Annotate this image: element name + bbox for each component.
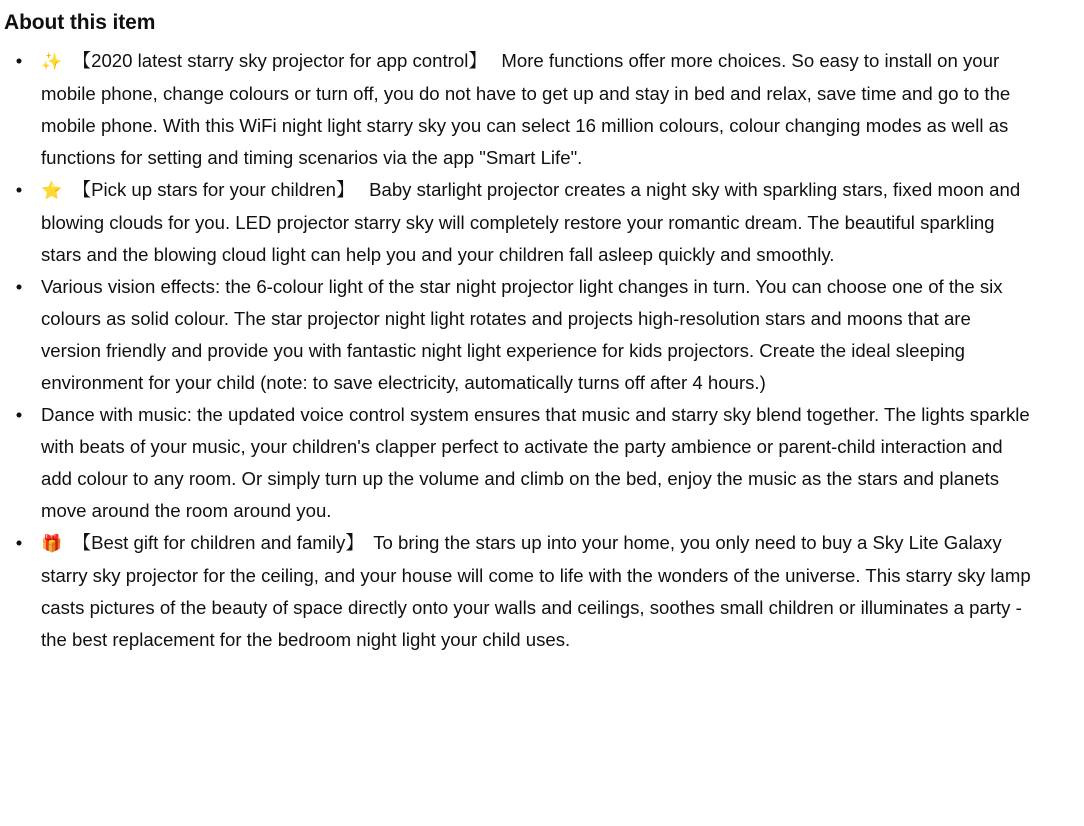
star-emoji: ⭐ bbox=[41, 181, 63, 201]
bullet-marker: • bbox=[15, 276, 23, 297]
bullet-marker: • bbox=[15, 179, 23, 200]
list-item-text: Dance with music: the updated voice control system ensures that music and starry sky blend together. The lights sparkle with beats of your music, your children's clapper perfect to activate the party ambience or parent-child interaction and add colour to any room. Or simply turn up the volume and climb on the bed, enjoy the music as the stars and planets move around the room around you. bbox=[41, 404, 1030, 521]
sparkles-emoji: ✨ bbox=[41, 52, 63, 72]
list-item bbox=[0, 174, 1084, 271]
list-item-text: 【2020 latest starry sky projector for app control】 More functions offer more choices. So easy to install on your mobile phone, change colours or turn off, you do not have to get up and stay in bed and relax, save time and go to the mobile phone. With this WiFi night light starry sky you can select 16 million colours, colour changing modes as well as functions for setting and timing scenarios via the app "Smart Life". bbox=[41, 50, 1011, 168]
list-item bbox=[0, 527, 1084, 656]
list-item-text: 【Best gift for children and family】 To bring the stars up into your home, you only need to buy a Sky Lite Galaxy starry sky projector for the ceiling, and your house will come to life with the wonders of the universe. This starry sky lamp casts pictures of the beauty of space directly onto your walls and ceilings, soothes small children or illuminates a party - the best replacement for the bedroom night light your child uses. bbox=[41, 532, 1031, 650]
gift-emoji: 🎁 bbox=[41, 534, 63, 554]
list-item bbox=[0, 45, 1084, 174]
list-item bbox=[0, 399, 1084, 527]
list-item bbox=[0, 271, 1084, 399]
page-title: About this item bbox=[4, 11, 156, 34]
bullet-marker: • bbox=[15, 50, 23, 71]
list-item-text: Various vision effects: the 6-colour light of the star night projector light changes in turn. You can choose one of the six colours as solid colour. The star projector night light rotates and projects high-resolution stars and moons that are version friendly and provide you with fantastic night light experience for kids projectors. Create the ideal sleeping environment for your child (note: to save electricity, automatically turns off after 4 hours.) bbox=[41, 276, 1003, 393]
list-item-text: 【Pick up stars for your children】 Baby starlight projector creates a night sky with sparkling stars, fixed moon and blowing clouds for you. LED projector starry sky will completely restore your romantic dream. The beautiful sparkling stars and the blowing cloud light can help you and your children fall asleep quickly and smoothly. bbox=[41, 179, 1021, 265]
bullet-marker: • bbox=[15, 532, 23, 553]
bullet-marker: • bbox=[15, 404, 23, 425]
feature-bullet-list bbox=[0, 45, 1084, 656]
